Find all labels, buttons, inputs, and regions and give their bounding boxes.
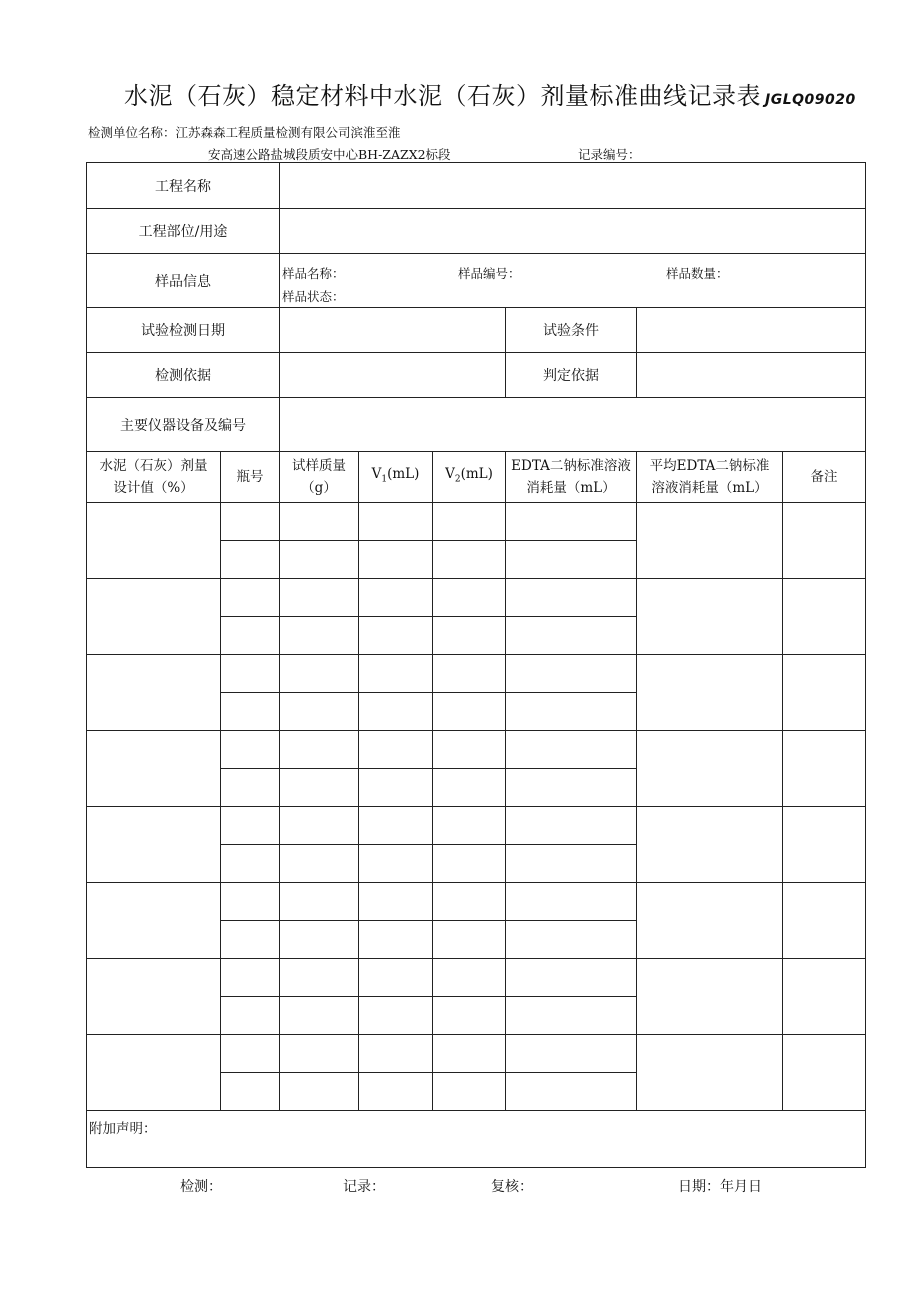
v1-cell[interactable]	[359, 503, 433, 541]
v2-cell[interactable]	[433, 769, 506, 807]
project-name-field[interactable]	[280, 163, 866, 209]
bottle-cell[interactable]	[221, 883, 280, 921]
mass-cell[interactable]	[280, 1035, 359, 1073]
table-row	[87, 503, 866, 541]
avg-edta-cell[interactable]	[637, 503, 783, 579]
bottle-cell[interactable]	[221, 541, 280, 579]
v1-cell[interactable]	[359, 579, 433, 617]
mass-cell[interactable]	[280, 883, 359, 921]
date-label: 日期：年月日	[678, 1179, 762, 1195]
design-value-cell[interactable]	[87, 1035, 221, 1111]
col-v1-unit: (mL)	[387, 466, 420, 483]
remark-cell[interactable]	[783, 655, 866, 731]
v2-cell[interactable]	[433, 1035, 506, 1073]
project-name-label: 工程名称	[87, 163, 280, 209]
bottle-cell[interactable]	[221, 1073, 280, 1111]
test-date-label: 试验检测日期	[87, 308, 280, 353]
v1-cell[interactable]	[359, 731, 433, 769]
basis-label: 检测依据	[87, 353, 280, 398]
form-title	[124, 76, 856, 111]
v1-cell[interactable]	[359, 807, 433, 845]
basis-row	[87, 353, 866, 398]
col-mass-line2: （g）	[301, 480, 337, 496]
additional-statement[interactable]	[87, 1111, 866, 1168]
design-value-cell[interactable]	[87, 503, 221, 579]
col-edta-line2: 消耗量（mL）	[526, 480, 616, 496]
v2-cell[interactable]	[433, 959, 506, 997]
judge-basis-label: 判定依据	[506, 353, 637, 398]
bottle-cell[interactable]	[221, 997, 280, 1035]
mass-cell[interactable]	[280, 617, 359, 655]
v1-cell[interactable]	[359, 769, 433, 807]
v2-cell[interactable]	[433, 1073, 506, 1111]
v1-cell[interactable]	[359, 921, 433, 959]
reviewer-label: 复核：	[491, 1179, 533, 1195]
avg-edta-cell[interactable]	[637, 579, 783, 655]
mass-cell[interactable]	[280, 959, 359, 997]
record-number-label: 记录编号：	[578, 147, 641, 162]
design-value-cell[interactable]	[87, 655, 221, 731]
col-v1	[359, 452, 433, 503]
col-avg-edta	[637, 452, 783, 503]
mass-cell[interactable]	[280, 693, 359, 731]
table-row	[87, 1035, 866, 1073]
v1-cell[interactable]	[359, 541, 433, 579]
design-value-cell[interactable]	[87, 579, 221, 655]
edta-cell[interactable]	[506, 921, 637, 959]
design-value-cell[interactable]	[87, 883, 221, 959]
sample-name-label: 样品名称：	[282, 266, 345, 281]
col-remark: 备注	[783, 452, 866, 503]
design-value-cell[interactable]	[87, 807, 221, 883]
form-code: JGLQ09020	[765, 92, 856, 108]
basis-field[interactable]	[280, 353, 506, 398]
edta-cell[interactable]	[506, 883, 637, 921]
design-value-cell[interactable]	[87, 959, 221, 1035]
tester-label: 检测：	[180, 1179, 222, 1195]
col-v2-symbol: V	[445, 466, 455, 483]
avg-edta-cell[interactable]	[637, 731, 783, 807]
edta-cell[interactable]	[506, 959, 637, 997]
project-name-row	[87, 163, 866, 209]
v2-cell[interactable]	[433, 655, 506, 693]
mass-cell[interactable]	[280, 845, 359, 883]
table-row	[87, 807, 866, 845]
edta-cell[interactable]	[506, 655, 637, 693]
col-design-value-line2: 设计值（%）	[113, 480, 194, 496]
v2-cell[interactable]	[433, 845, 506, 883]
mass-cell[interactable]	[280, 1073, 359, 1111]
v2-cell[interactable]	[433, 579, 506, 617]
design-value-cell[interactable]	[87, 731, 221, 807]
edta-cell[interactable]	[506, 769, 637, 807]
equipment-label: 主要仪器设备及编号	[87, 398, 280, 452]
v2-cell[interactable]	[433, 693, 506, 731]
col-avg-edta-line2: 溶液消耗量（mL）	[651, 480, 768, 496]
bottle-cell[interactable]	[221, 769, 280, 807]
avg-edta-cell[interactable]	[637, 807, 783, 883]
v2-cell[interactable]	[433, 921, 506, 959]
col-avg-edta-line1: 平均EDTA二钠标准	[649, 458, 770, 474]
bottle-cell[interactable]	[221, 579, 280, 617]
equipment-field[interactable]	[280, 398, 866, 452]
v2-cell[interactable]	[433, 883, 506, 921]
sample-info-field[interactable]	[280, 254, 866, 308]
mass-cell[interactable]	[280, 579, 359, 617]
project-part-field[interactable]	[280, 209, 866, 254]
remark-cell[interactable]	[783, 807, 866, 883]
v1-cell[interactable]	[359, 693, 433, 731]
avg-edta-cell[interactable]	[637, 959, 783, 1035]
bottle-cell[interactable]	[221, 845, 280, 883]
col-bottle: 瓶号	[221, 452, 280, 503]
v1-cell[interactable]	[359, 655, 433, 693]
col-v2-subscript: 2	[454, 474, 461, 485]
bottle-cell[interactable]	[221, 731, 280, 769]
edta-cell[interactable]	[506, 997, 637, 1035]
bottle-cell[interactable]	[221, 503, 280, 541]
mass-cell[interactable]	[280, 503, 359, 541]
v2-cell[interactable]	[433, 541, 506, 579]
col-edta-line1: EDTA二钠标准溶液	[511, 458, 631, 474]
edta-cell[interactable]	[506, 579, 637, 617]
sample-quantity-label: 样品数量：	[666, 266, 729, 281]
bottle-cell[interactable]	[221, 807, 280, 845]
v2-cell[interactable]	[433, 997, 506, 1035]
equipment-row	[87, 398, 866, 452]
remark-cell[interactable]	[783, 503, 866, 579]
v1-cell[interactable]	[359, 1073, 433, 1111]
bottle-cell[interactable]	[221, 921, 280, 959]
bottle-cell[interactable]	[221, 1035, 280, 1073]
edta-cell[interactable]	[506, 1035, 637, 1073]
v1-cell[interactable]	[359, 845, 433, 883]
bottle-cell[interactable]	[221, 959, 280, 997]
edta-cell[interactable]	[506, 731, 637, 769]
test-date-row	[87, 308, 866, 353]
remark-cell[interactable]	[783, 579, 866, 655]
sample-info-row	[87, 254, 866, 308]
judge-basis-field[interactable]	[637, 353, 866, 398]
v2-cell[interactable]	[433, 617, 506, 655]
remark-cell[interactable]	[783, 731, 866, 807]
table-row	[87, 883, 866, 921]
recorder-label: 记录：	[343, 1179, 385, 1195]
test-condition-label	[506, 308, 637, 353]
edta-cell[interactable]	[506, 503, 637, 541]
testing-unit-line1: 检测单位名称：江苏森森工程质量检测有限公司滨淮至淮	[88, 125, 401, 140]
column-header-row	[87, 452, 866, 503]
statement-row	[87, 1111, 866, 1168]
mass-cell[interactable]	[280, 769, 359, 807]
col-edta	[506, 452, 637, 503]
table-row	[87, 959, 866, 997]
sample-info-label: 样品信息	[87, 254, 280, 308]
v1-cell[interactable]	[359, 883, 433, 921]
edta-cell[interactable]	[506, 845, 637, 883]
edta-cell[interactable]	[506, 617, 637, 655]
bottle-cell[interactable]	[221, 617, 280, 655]
test-date-field[interactable]	[280, 308, 506, 353]
sample-number-label: 样品编号：	[458, 266, 521, 281]
mass-cell[interactable]	[280, 921, 359, 959]
edta-cell[interactable]	[506, 693, 637, 731]
v2-cell[interactable]	[433, 731, 506, 769]
col-mass-line1: 试样质量	[292, 458, 346, 474]
project-part-label: 工程部位/用途	[87, 209, 280, 254]
mass-cell[interactable]	[280, 731, 359, 769]
edta-cell[interactable]	[506, 807, 637, 845]
col-design-value-line1: 水泥（石灰）剂量	[99, 458, 208, 474]
sample-state-label: 样品状态：	[282, 289, 345, 304]
test-condition-text: 试验条件	[543, 323, 599, 339]
testing-unit-line2: 安高速公路盐城段质安中心BH-ZAZX2标段	[208, 147, 451, 162]
edta-cell[interactable]	[506, 541, 637, 579]
mass-cell[interactable]	[280, 997, 359, 1035]
bottle-cell[interactable]	[221, 693, 280, 731]
record-table	[86, 162, 866, 1168]
edta-cell[interactable]	[506, 1073, 637, 1111]
col-design-value	[87, 452, 221, 503]
table-row	[87, 655, 866, 693]
table-row	[87, 579, 866, 617]
col-mass	[280, 452, 359, 503]
remark-cell[interactable]	[783, 883, 866, 959]
additional-statement-label: 附加声明：	[89, 1121, 157, 1137]
bottle-cell[interactable]	[221, 655, 280, 693]
mass-cell[interactable]	[280, 541, 359, 579]
v2-cell[interactable]	[433, 807, 506, 845]
data-rows	[87, 503, 866, 1111]
test-condition-field[interactable]	[637, 308, 866, 353]
col-v2	[433, 452, 506, 503]
project-part-row	[87, 209, 866, 254]
col-v2-unit: (mL)	[460, 466, 493, 483]
remark-cell[interactable]	[783, 959, 866, 1035]
col-v1-subscript: 1	[381, 474, 388, 485]
avg-edta-cell[interactable]	[637, 655, 783, 731]
table-row	[87, 731, 866, 769]
avg-edta-cell[interactable]	[637, 1035, 783, 1111]
form-title-text: 水泥（石灰）稳定材料中水泥（石灰）剂量标准曲线记录表	[124, 82, 761, 110]
v1-cell[interactable]	[359, 1035, 433, 1073]
v1-cell[interactable]	[359, 997, 433, 1035]
v1-cell[interactable]	[359, 959, 433, 997]
mass-cell[interactable]	[280, 807, 359, 845]
mass-cell[interactable]	[280, 655, 359, 693]
v1-cell[interactable]	[359, 617, 433, 655]
remark-cell[interactable]	[783, 1035, 866, 1111]
avg-edta-cell[interactable]	[637, 883, 783, 959]
v2-cell[interactable]	[433, 503, 506, 541]
col-v1-symbol: V	[371, 466, 382, 483]
